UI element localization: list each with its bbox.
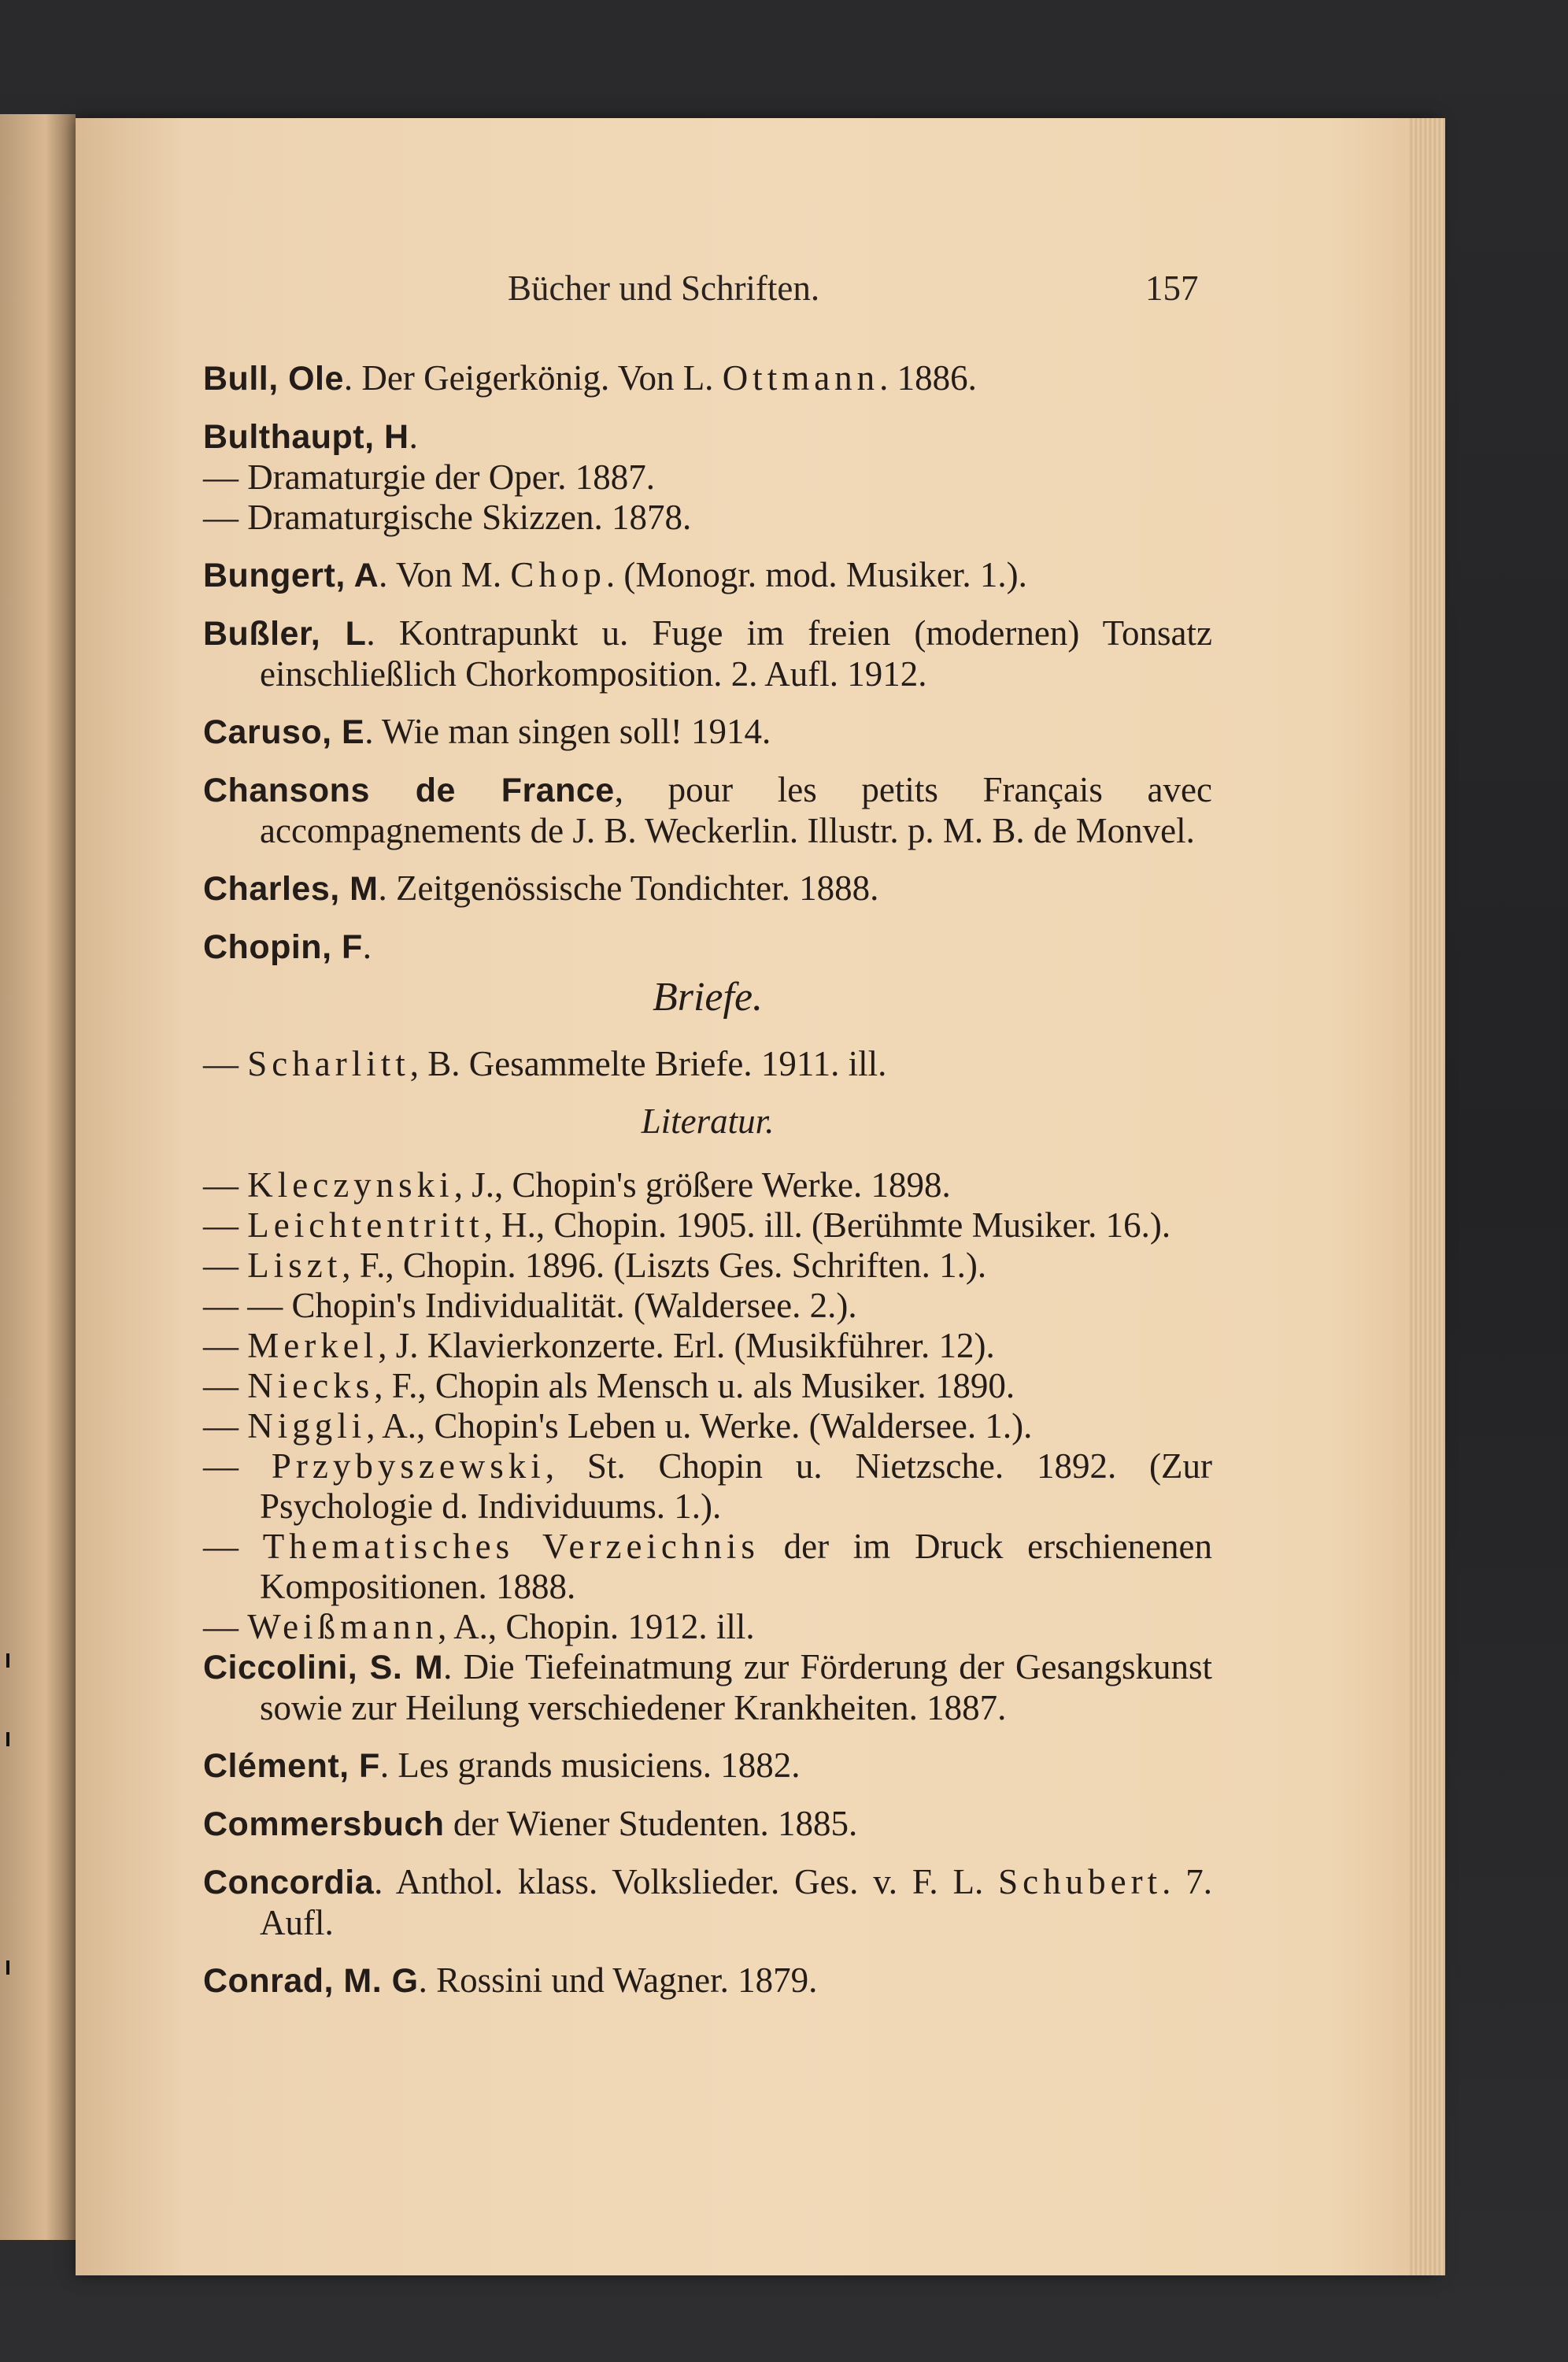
entry-name: Chopin, F <box>203 928 363 966</box>
sub-entry: — Merkel, J. Klavierkonzerte. Erl. (Musikführer. 12). <box>203 1326 995 1365</box>
page-header-title: Bücher und Schriften. <box>508 268 820 308</box>
page-stack-edge <box>1409 118 1445 2275</box>
page-content <box>203 358 1212 2019</box>
entry-name: Bull, Ole <box>203 360 344 398</box>
entry-name: Bungert, A <box>203 557 379 594</box>
entry-name: Commersbuch <box>203 1805 445 1843</box>
entry-charles: Charles, M. Zeitgenössische Tondichter. 1888. <box>203 868 879 908</box>
entry-clement: Clément, F. Les grands musiciens. 1882. <box>203 1746 801 1785</box>
binding-mark <box>6 1653 9 1668</box>
entry-concordia: Concordia. Anthol. klass. Volkslieder. Ges. v. F. L. Schubert. 7. Aufl. <box>203 1862 1213 1942</box>
sub-entry: — Niggli, A., Chopin's Leben u. Werke. (Waldersee. 1.). <box>203 1406 1033 1446</box>
entry-name: Bußler, L <box>203 615 367 653</box>
entry-name: Caruso, E <box>203 713 365 751</box>
sub-entry: — Weißmann, A., Chopin. 1912. ill. <box>203 1607 755 1646</box>
entry-chopin: Chopin, F. <box>203 927 372 966</box>
entry-bungert: Bungert, A. Von M. Chop. (Monogr. mod. Musiker. 1.). <box>203 555 1027 594</box>
entry-name: Concordia <box>203 1864 375 1901</box>
binding-mark <box>6 1732 9 1746</box>
entry-conrad: Conrad, M. G. Rossini und Wagner. 1879. <box>203 1960 818 2000</box>
entry-chansons: Chansons de France, pour les petits Français avec accompagnements de J. B. Weckerlin. Illustr. p. M. B. de Monvel. <box>203 770 1212 850</box>
sub-entry: — Niecks, F., Chopin als Mensch u. als Musiker. 1890. <box>203 1366 1015 1405</box>
entry-bulthaupt: Bulthaupt, H. <box>203 416 418 456</box>
entry-bussler: Bußler, L. Kontrapunkt u. Fuge im freien (modernen) Tonsatz einschließlich Chorkomposition. 2. Aufl. 1912. <box>203 613 1212 694</box>
sub-entry: — Dramaturgische Skizzen. 1878. <box>203 498 692 537</box>
sub-entry: — Liszt, F., Chopin. 1896. (Liszts Ges. Schriften. 1.). <box>203 1246 987 1285</box>
sub-entry: — Thematisches Verzeichnis der im Druck erschienenen Kompositionen. 1888. <box>203 1527 1212 1606</box>
sub-entry: — Kleczynski, J., Chopin's größere Werke. 1898. <box>203 1165 951 1205</box>
section-heading-literatur: Literatur. <box>641 1101 775 1141</box>
entry-bull: Bull, Ole. Der Geigerkönig. Von L. Ottmann. 1886. <box>203 358 977 398</box>
sub-entry: — Leichtentritt, H., Chopin. 1905. ill. (Berühmte Musiker. 16.). <box>203 1205 1171 1245</box>
entry-caruso: Caruso, E. Wie man singen soll! 1914. <box>203 712 771 751</box>
previous-page-edge <box>0 114 76 2240</box>
sub-entry: — — Chopin's Individualität. (Waldersee. 2.). <box>203 1286 857 1325</box>
entry-name: Clément, F <box>203 1747 380 1785</box>
entry-name: Bulthaupt, H <box>203 418 409 456</box>
sub-entry: — Przybyszewski, St. Chopin u. Nietzsche. 1892. (Zur Psychologie d. Individuums. 1.). <box>203 1446 1212 1526</box>
sub-entry: — Scharlitt, B. Gesammelte Briefe. 1911. ill. <box>203 1044 887 1083</box>
entry-name: Conrad, M. G <box>203 1962 419 2000</box>
entry-name: Ciccolini, S. M <box>203 1649 444 1686</box>
binding-mark <box>6 1960 9 1975</box>
section-heading-briefe: Briefe. <box>652 975 764 1020</box>
page-number: 157 <box>1145 268 1199 308</box>
entry-commersbuch: Commersbuch der Wiener Studenten. 1885. <box>203 1804 858 1843</box>
entry-ciccolini: Ciccolini, S. M. Die Tiefeinatmung zur Förderung der Gesangskunst sowie zur Heilung verschiedener Krankheiten. 1887. <box>203 1647 1212 1727</box>
entry-name: Charles, M <box>203 870 379 908</box>
entry-name: Chansons de France <box>203 772 615 809</box>
sub-entry: — Dramaturgie der Oper. 1887. <box>203 457 656 497</box>
